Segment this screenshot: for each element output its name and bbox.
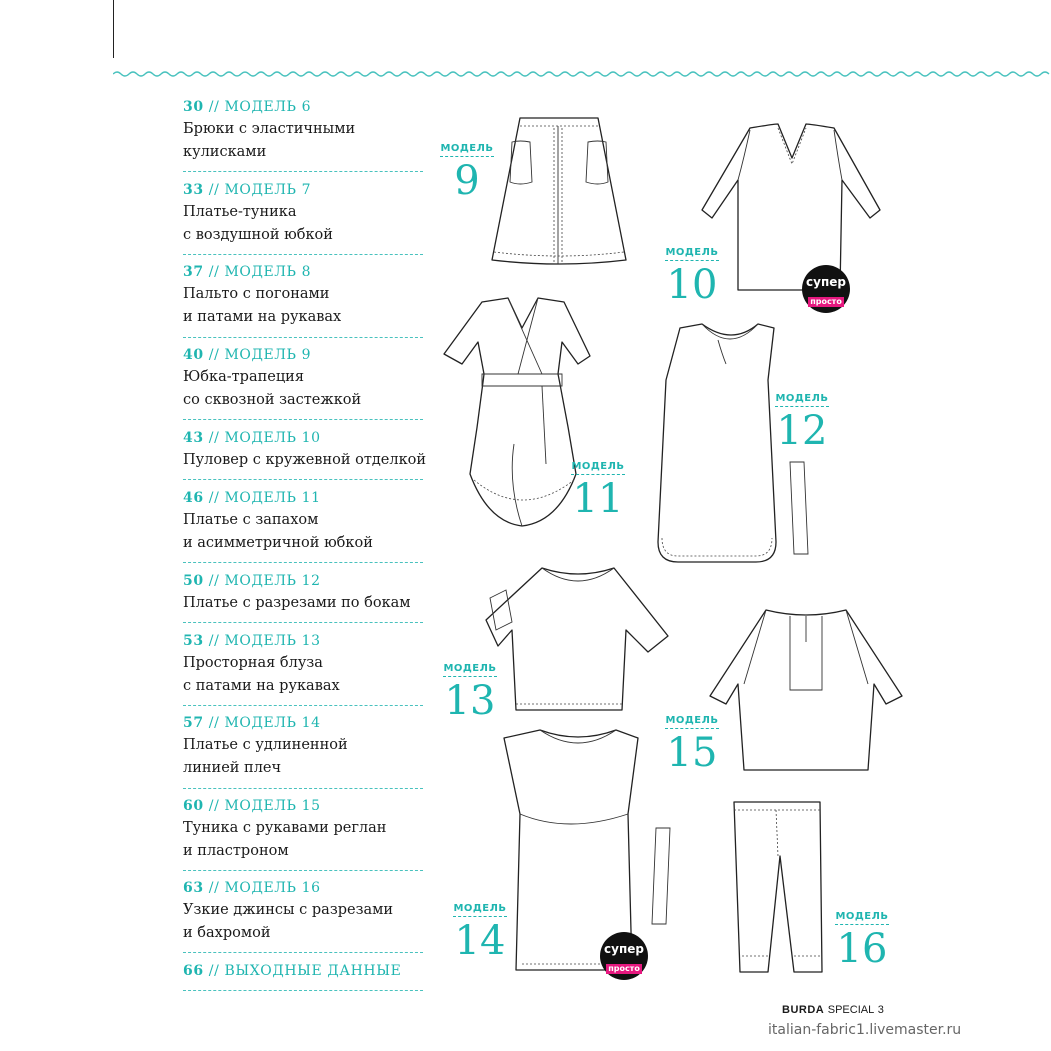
toc-entry-title: с воздушной юбкой — [183, 226, 333, 243]
toc-entry-title: и бахромой — [183, 924, 271, 941]
toc-entry-heading: 30 // МОДЕЛЬ 6 — [183, 99, 312, 115]
dashed-separator — [183, 479, 423, 480]
model-label-16: МОДЕЛЬ 16 — [835, 911, 889, 972]
dashed-separator — [183, 788, 423, 789]
toc-entry-title: и патами на рукавах — [183, 308, 342, 325]
dashed-separator — [183, 705, 423, 706]
toc-entry[interactable] — [183, 96, 423, 163]
toc-entry-heading: 40 // МОДЕЛЬ 9 — [183, 347, 312, 363]
toc-entry-heading: 33 // МОДЕЛЬ 7 — [183, 182, 312, 198]
dashed-separator — [183, 171, 423, 172]
dashed-separator — [183, 562, 423, 563]
toc-entry[interactable] — [183, 960, 423, 982]
model-label-9: МОДЕЛЬ 9 — [440, 143, 494, 204]
model-label-13: МОДЕЛЬ 13 — [443, 663, 497, 724]
toc-entry-title: Пуловер с кружевной отделкой — [183, 452, 427, 468]
toc-entry-heading: 63 // МОДЕЛЬ 16 — [183, 880, 321, 896]
toc-entry-heading: 46 // МОДЕЛЬ 11 — [183, 490, 321, 506]
dashed-separator — [183, 622, 423, 623]
wavy-divider — [113, 68, 1051, 80]
toc-entry-title: Узкие джинсы с разрезами — [183, 902, 394, 918]
toc-entry[interactable] — [183, 712, 423, 779]
toc-entry[interactable] — [183, 427, 427, 472]
model-label-14: МОДЕЛЬ 14 — [453, 903, 507, 964]
toc-entry[interactable] — [183, 630, 423, 697]
dashed-separator — [183, 419, 423, 420]
dashed-separator — [183, 254, 423, 255]
toc-entry-title: и асимметричной юбкой — [183, 534, 373, 551]
toc-entry[interactable] — [183, 877, 423, 944]
toc-entry-heading: 50 // МОДЕЛЬ 12 — [183, 573, 321, 589]
margin-line — [113, 0, 114, 58]
model-label-12: МОДЕЛЬ 12 — [775, 393, 829, 454]
toc-entry-title: со сквозной застежкой — [183, 391, 362, 408]
skinny-jeans-sketch — [726, 796, 836, 980]
toc-entry-title: Платье-туника — [183, 204, 297, 220]
toc-entry-title: и пластроном — [183, 842, 289, 859]
toc-entry[interactable] — [183, 487, 423, 554]
model-label-15: МОДЕЛЬ 15 — [665, 715, 719, 776]
super-simple-badge: супер просто — [802, 265, 850, 313]
dashed-separator — [183, 870, 423, 871]
toc-entry-title: Пальто с погонами — [183, 286, 330, 302]
toc-entry[interactable] — [183, 344, 423, 411]
toc-entry[interactable] — [183, 795, 423, 862]
brand-name: BURDA — [782, 1004, 825, 1016]
page-number: 3 — [877, 1004, 884, 1016]
dashed-separator — [183, 952, 423, 953]
toc-entry-heading: 66 // ВЫХОДНЫЕ ДАННЫЕ — [183, 963, 402, 979]
pullover-sketch — [692, 118, 892, 296]
toc-entry-title: Платье с удлиненной — [183, 737, 348, 753]
toc-entry-title: Туника с рукавами реглан — [183, 820, 387, 836]
raglan-tunic-sketch — [706, 600, 906, 776]
toc-entry-heading: 37 // МОДЕЛЬ 8 — [183, 264, 312, 280]
toc-entry-title: Платье с разрезами по бокам — [183, 595, 411, 611]
extended-shoulder-dress-sketch — [488, 724, 688, 976]
toc-entry-title: Юбка-трапеция — [183, 369, 304, 385]
toc-entry-title: кулисками — [183, 143, 267, 160]
toc-entry-heading: 57 // МОДЕЛЬ 14 — [183, 715, 321, 731]
model-label-11: МОДЕЛЬ 11 — [571, 461, 625, 522]
toc-entry[interactable] — [183, 261, 423, 328]
page-footer — [782, 1003, 884, 1016]
blouse-sketch — [482, 560, 676, 716]
toc-entry-title: с патами на рукавах — [183, 677, 340, 694]
toc-entry-title: Брюки с эластичными — [183, 121, 356, 137]
toc-entry[interactable] — [183, 570, 423, 615]
skirt-sketch — [480, 112, 640, 274]
dashed-separator — [183, 990, 423, 991]
watermark: italian-fabric1.livemaster.ru — [768, 1022, 962, 1038]
model-label-10: МОДЕЛЬ 10 — [665, 247, 719, 308]
toc-entry-heading: 53 // МОДЕЛЬ 13 — [183, 633, 321, 649]
toc-entry-title: Платье с запахом — [183, 512, 319, 528]
brand-special: SPECIAL — [827, 1004, 875, 1016]
toc-entry-title: Просторная блуза — [183, 655, 323, 671]
toc-entry-heading: 60 // МОДЕЛЬ 15 — [183, 798, 321, 814]
dashed-separator — [183, 337, 423, 338]
toc-entry-title: линией плеч — [183, 759, 282, 776]
toc-entry[interactable] — [183, 179, 423, 246]
toc-entry-heading: 43 // МОДЕЛЬ 10 — [183, 430, 321, 446]
super-simple-badge: супер просто — [600, 932, 648, 980]
